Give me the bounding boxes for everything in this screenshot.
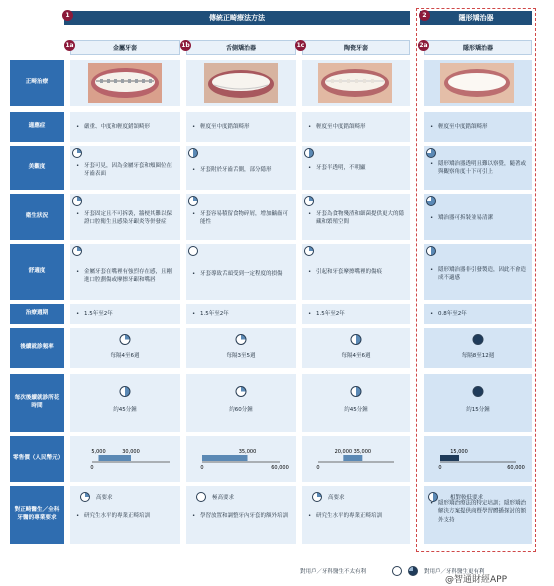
label-text: 零售價（人民幣元） bbox=[13, 455, 64, 462]
col-number-1b: 1b bbox=[181, 42, 190, 49]
cell-text: 約45分鐘 bbox=[113, 407, 137, 413]
axis-min-label: 0 bbox=[200, 465, 204, 471]
axis-min-label: 0 bbox=[316, 465, 320, 471]
cell-text: • 研究生水平的專業正畸培訓 bbox=[316, 512, 404, 520]
legend-less-label: 對用戶／牙科醫生不太有利 bbox=[300, 569, 367, 575]
cell-text: • 隱形矯治療法的特定培訓；隱形矯治解決方案提供商暨學習體播探討的額外支持 bbox=[438, 500, 526, 525]
cell-requirement-ceramic bbox=[302, 486, 410, 544]
rating-quarter-icon bbox=[72, 196, 82, 206]
col-label: 陶瓷牙套 bbox=[343, 45, 368, 52]
row-label-aesthetics bbox=[10, 146, 64, 190]
cell-visit-time-metal bbox=[70, 374, 180, 432]
cell-text: • 研究生水平的專業正畸培訓 bbox=[84, 512, 174, 520]
cell-comfort-metal bbox=[70, 244, 180, 300]
rating-half-icon bbox=[351, 386, 362, 397]
price-high-label: 35,000 bbox=[353, 449, 372, 455]
cell-text: • 嚴重、中度和輕度錯頜畸形 bbox=[84, 123, 174, 131]
requirement-level: 相對較低要求 bbox=[450, 495, 484, 501]
clear-aligner-photo bbox=[440, 63, 514, 103]
rating-quarter-icon bbox=[120, 334, 131, 345]
cell-hygiene-clear bbox=[424, 194, 532, 240]
clear-aligner-header bbox=[420, 11, 532, 25]
axis-min-label: 0 bbox=[90, 465, 94, 471]
lingual-braces-photo bbox=[204, 63, 278, 103]
price-low-label: 5,000 bbox=[91, 449, 106, 455]
cell-aesthetics-ceramic bbox=[302, 146, 410, 190]
row-label-duration bbox=[10, 304, 64, 324]
col-label: 金屬牙套 bbox=[112, 45, 137, 52]
cell-requirement-metal bbox=[70, 486, 180, 544]
col-header-clear bbox=[424, 40, 532, 55]
axis-max-label: 60,000 bbox=[507, 465, 525, 471]
rating-quarter-icon bbox=[188, 196, 198, 206]
label-text: 美觀度 bbox=[28, 164, 46, 171]
rating-three-quarter-icon bbox=[426, 196, 436, 206]
cell-comfort-ceramic bbox=[302, 244, 410, 300]
requirement-level: 高要求 bbox=[328, 495, 345, 501]
cell-indication-ceramic bbox=[302, 112, 410, 142]
label-text: 後續就診頻率 bbox=[20, 344, 54, 351]
cell-text: • 1.5年至2年 bbox=[84, 310, 174, 318]
rating-full-icon bbox=[473, 386, 484, 397]
cell-indication-metal bbox=[70, 112, 180, 142]
label-text: 衛生狀況 bbox=[25, 213, 49, 220]
rating-quarter-icon bbox=[72, 246, 82, 256]
rating-half-icon bbox=[426, 246, 436, 256]
row-label-hygiene bbox=[10, 194, 64, 240]
cell-visit-time-clear bbox=[424, 374, 532, 432]
cell-hygiene-lingual bbox=[186, 194, 296, 240]
rating-empty-icon bbox=[196, 492, 206, 502]
cell-text: • 輕度至中度錯頜畸形 bbox=[316, 123, 404, 131]
clear-header-label: 隱形矯治器 bbox=[458, 14, 494, 22]
cell-text: • 隱形矯治器非引發製造，因此不會造成不適感 bbox=[438, 266, 526, 283]
cell-text: 每隔3至5週 bbox=[226, 353, 256, 359]
rating-three-quarter-icon bbox=[426, 148, 436, 158]
cell-text: 約45分鐘 bbox=[344, 407, 368, 413]
cell-aesthetics-metal bbox=[70, 146, 180, 190]
cell-text: • 牙套可見，因為金屬牙套和頰圈位在牙齒表面 bbox=[84, 162, 174, 179]
cell-text: • 輕度至中度錯頜畸形 bbox=[200, 123, 290, 131]
label-text: 適應症 bbox=[28, 123, 46, 130]
row-label-requirement bbox=[10, 486, 64, 544]
cell-aesthetics-clear bbox=[424, 146, 532, 190]
cell-indication-lingual bbox=[186, 112, 296, 142]
cell-frequency-ceramic bbox=[302, 328, 410, 368]
label-text: 每次後續就診所花時間 bbox=[14, 395, 60, 409]
rating-half-icon bbox=[188, 148, 198, 158]
cell-text: • 1.5年至2年 bbox=[316, 310, 404, 318]
col-header-metal bbox=[70, 40, 180, 55]
label-text: 對正畸醫生／全科牙醫的專業要求 bbox=[14, 507, 60, 521]
section-number-2: 2 bbox=[419, 10, 430, 21]
price-range-chart bbox=[0, 436, 554, 482]
col-header-lingual bbox=[186, 40, 296, 55]
cell-comfort-clear bbox=[424, 244, 532, 300]
rating-quarter-icon bbox=[72, 148, 82, 158]
requirement-level: 極高要求 bbox=[212, 495, 235, 501]
cell-duration-clear bbox=[424, 304, 532, 324]
cell-text: • 學習放置和調整牙內牙套的額外培訓 bbox=[200, 512, 290, 520]
label-text: 舒適度 bbox=[28, 268, 46, 275]
rating-half-icon bbox=[120, 386, 131, 397]
row-label-treatment bbox=[10, 60, 64, 106]
metal-braces-photo bbox=[88, 63, 162, 103]
cell-text: 約60分鐘 bbox=[229, 407, 253, 413]
cell-duration-ceramic bbox=[302, 304, 410, 324]
cell-text: • 輕度至中度錯頜畸形 bbox=[438, 123, 526, 131]
rating-quarter-icon bbox=[304, 246, 314, 256]
cell-text: 每隔4至6週 bbox=[110, 353, 140, 359]
section-number-1: 1 bbox=[62, 10, 73, 21]
col-number-1a: 1a bbox=[65, 42, 74, 49]
rating-half-icon bbox=[304, 148, 314, 158]
axis-max-label: 60,000 bbox=[271, 465, 289, 471]
cell-text: 每隔8至12週 bbox=[461, 353, 495, 359]
col-label: 隱形矯治器 bbox=[462, 45, 493, 52]
col-number-1c: 1c bbox=[296, 42, 305, 49]
price-high-label: 15,000 bbox=[450, 449, 468, 455]
rating-quarter-icon bbox=[80, 492, 90, 502]
cell-text: • 牙套附於牙齒舌側，部分隱形 bbox=[200, 166, 290, 174]
cell-text: • 牙套為食物殘渣和細菌提供更大的隱藏和繁殖空間 bbox=[316, 210, 404, 227]
price-range-bar bbox=[343, 455, 362, 461]
cell-hygiene-metal bbox=[70, 194, 180, 240]
cell-indication-clear bbox=[424, 112, 532, 142]
price-low-label: 20,000 bbox=[334, 449, 353, 455]
cell-duration-metal bbox=[70, 304, 180, 324]
cell-frequency-clear bbox=[424, 328, 532, 368]
cell-hygiene-ceramic bbox=[302, 194, 410, 240]
rating-half-icon bbox=[351, 334, 362, 345]
label-text: 正畸治療 bbox=[25, 79, 49, 86]
price-high-label: 35,000 bbox=[238, 449, 257, 455]
cell-requirement-clear bbox=[424, 486, 532, 544]
cell-text: 約15分鐘 bbox=[466, 407, 490, 413]
cell-text: • 0.8年至2年 bbox=[438, 310, 526, 318]
rating-quarter-icon bbox=[236, 334, 247, 345]
legend-empty-icon bbox=[392, 566, 402, 576]
row-label-comfort bbox=[10, 244, 64, 300]
cell-text: 每隔4至6週 bbox=[341, 353, 371, 359]
row-label-indication bbox=[10, 112, 64, 142]
cell-aesthetics-lingual bbox=[186, 146, 296, 190]
cell-text: • 隱形矯治器透明且難以察覺，隨著或與觀察角度十下可引上 bbox=[438, 160, 526, 177]
cell-comfort-lingual bbox=[186, 244, 296, 300]
col-number-2a: 2a bbox=[419, 42, 428, 49]
cell-text: • 牙套容易積留食物碎屑，增加齲齒可能性 bbox=[200, 210, 290, 227]
rating-full-icon bbox=[473, 334, 484, 345]
cell-text: • 矯治器可拆裝並易清潔 bbox=[438, 214, 526, 222]
ceramic-braces-photo bbox=[318, 63, 392, 103]
cell-text: • 牙套固定且不可拆裝，牆梗其難以保證口腔衛生且感染牙齦炎等併發症 bbox=[84, 210, 174, 227]
price-range-bar bbox=[440, 455, 459, 461]
cell-text: • 1.5年至2年 bbox=[200, 310, 290, 318]
cell-frequency-lingual bbox=[186, 328, 296, 368]
traditional-header bbox=[64, 11, 410, 25]
row-label-visit-time bbox=[10, 374, 64, 432]
cell-frequency-metal bbox=[70, 328, 180, 368]
cell-requirement-lingual bbox=[186, 486, 296, 544]
cell-duration-lingual bbox=[186, 304, 296, 324]
watermark: @智通財經APP bbox=[445, 575, 508, 585]
axis-min-label: 0 bbox=[438, 465, 442, 471]
rating-quarter-icon bbox=[304, 196, 314, 206]
row-label-visit-frequency bbox=[10, 328, 64, 368]
label-text: 治療週期 bbox=[25, 310, 49, 317]
legend-more-label: 對用戶／牙科醫生更有利 bbox=[424, 569, 485, 575]
cell-visit-time-ceramic bbox=[302, 374, 410, 432]
col-label: 舌側矯治器 bbox=[225, 45, 256, 52]
legend bbox=[300, 565, 550, 577]
legend-full-icon bbox=[408, 566, 418, 576]
cell-text: • 牙套半透明，不明顯 bbox=[316, 164, 404, 172]
requirement-level: 高要求 bbox=[96, 495, 113, 501]
cell-text: • 牙套導致舌頭受到一定程度的損傷 bbox=[200, 270, 290, 278]
cell-text: • 引起和牙套摩擦嘴裡的傷痕 bbox=[316, 268, 404, 276]
price-range-bar bbox=[99, 455, 132, 461]
price-range-bar bbox=[202, 455, 248, 461]
rating-empty-icon bbox=[188, 246, 198, 256]
traditional-header-label: 傳統正畸療法方法 bbox=[209, 14, 265, 22]
rating-quarter-icon bbox=[312, 492, 322, 502]
cell-visit-time-lingual bbox=[186, 374, 296, 432]
rating-quarter-icon bbox=[236, 386, 247, 397]
cell-text: • 金屬牙套在嘴裡有強烈存在感，且剛進口腔劃傷或摩擦牙齦和嘴唇 bbox=[84, 268, 174, 285]
price-high-label: 30,000 bbox=[122, 449, 140, 455]
col-header-ceramic bbox=[302, 40, 410, 55]
